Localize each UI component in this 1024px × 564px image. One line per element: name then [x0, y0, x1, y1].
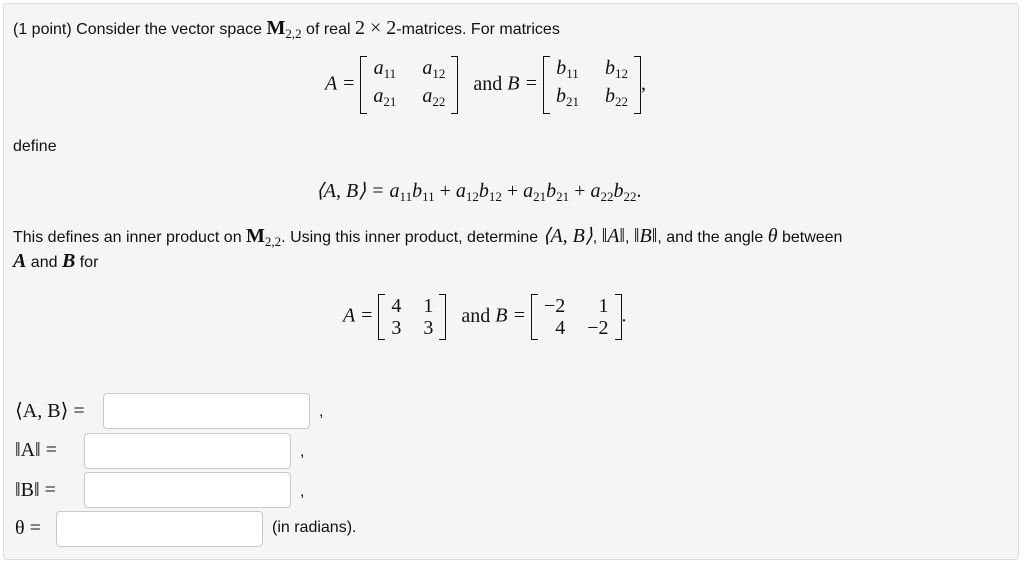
def-B-entry-2: [556, 86, 579, 112]
bracket-left: [531, 294, 538, 340]
def-A-entry-1: [422, 58, 445, 84]
answer-normA-label: ‖A‖ =: [15, 439, 57, 461]
question-line-2: [13, 251, 98, 273]
q-part4: between: [777, 229, 843, 246]
answer-normB-suffix: ,: [300, 483, 305, 500]
q-sep2: ,: [625, 229, 634, 246]
space-letter: M: [266, 17, 286, 39]
term-subscript: 21: [533, 189, 547, 204]
plus-sign: +: [439, 180, 456, 202]
bracket-right: [634, 56, 641, 114]
answer-normB-input[interactable]: [84, 472, 291, 508]
given-B-label: B =: [495, 304, 526, 327]
bracket-left: [360, 56, 367, 114]
answer-theta-input[interactable]: [56, 511, 263, 547]
term-subscript: 11: [399, 189, 413, 204]
ip-term-1: [456, 180, 502, 202]
entry-base: a: [422, 57, 433, 79]
entry-subscript: 21: [383, 94, 397, 109]
define-label: define: [13, 138, 57, 155]
given-B-value-0: −2: [543, 295, 566, 317]
q-space-sub: 2,2: [264, 234, 282, 249]
q-ip: ⟨A, B⟩: [542, 225, 593, 247]
trailing-period: .: [621, 304, 627, 327]
entry-base: a: [373, 85, 384, 107]
given-B-value-2: 4: [555, 317, 566, 339]
def-B-entry-3: [605, 86, 628, 112]
dim-expr: 2 × 2: [354, 17, 397, 39]
entry-base: b: [555, 85, 566, 107]
term-base: a: [389, 180, 400, 202]
plus-sign: +: [574, 180, 591, 202]
term-subscript: 12: [465, 189, 479, 204]
matrix-B-numeric: [531, 294, 622, 340]
intro-mid: of real: [301, 21, 355, 38]
bracket-left: [378, 294, 385, 340]
entry-base: b: [556, 57, 567, 79]
intro-suffix: -matrices. For matrices: [396, 21, 560, 38]
entry-base: b: [604, 85, 615, 107]
trailing-comma: ,: [640, 72, 646, 95]
q-normA: ‖A‖: [601, 225, 626, 247]
answer-ip-label: ⟨A, B⟩ =: [15, 400, 85, 422]
entry-subscript: 11: [566, 66, 579, 81]
q-theta: θ: [767, 225, 778, 247]
bracket-left: [543, 56, 550, 114]
def-B-entry-1: [605, 58, 628, 84]
and-text: and: [473, 72, 503, 95]
q-for: for: [75, 254, 99, 271]
q-part3: , and the angle: [657, 229, 768, 246]
def-B-label: B =: [507, 72, 538, 95]
def-B-entry-0: [556, 58, 579, 84]
answer-theta-label: θ =: [15, 517, 41, 539]
term-base: b: [478, 180, 489, 202]
q-sep1: ,: [592, 229, 602, 246]
given-A-value-3: 3: [423, 317, 434, 339]
answer-normA-input[interactable]: [84, 433, 291, 469]
q-and: and: [26, 254, 62, 271]
entry-subscript: 22: [614, 94, 628, 109]
term-subscript: 21: [556, 189, 570, 204]
def-A-entry-2: [373, 86, 396, 112]
term-base: b: [546, 180, 557, 202]
term-subscript: 22: [623, 189, 637, 204]
entry-base: a: [422, 85, 433, 107]
given-matrices: [343, 294, 627, 340]
ip-term-0: [390, 180, 435, 202]
term-base: b: [613, 180, 624, 202]
q-B: B: [61, 250, 76, 272]
def-A-label: A =: [325, 72, 356, 95]
q-normB: ‖B‖: [633, 225, 658, 247]
term-subscript: 12: [488, 189, 502, 204]
bracket-right: [451, 56, 458, 114]
question-line-1: [13, 226, 842, 252]
given-A-value-1: 1: [423, 295, 434, 317]
term-base: b: [412, 180, 423, 202]
ip-lhs: ⟨A, B⟩ =: [316, 180, 385, 202]
and-text-2: and: [461, 304, 491, 327]
answer-normB-label: ‖B‖ =: [15, 479, 56, 501]
q-A: A: [13, 250, 27, 272]
answer-ip-suffix: ,: [319, 403, 324, 420]
matrix-A-symbolic: [360, 56, 458, 114]
inner-product-definition: [316, 178, 641, 205]
def-A-entry-0: [373, 58, 396, 84]
given-A-label: A =: [343, 304, 374, 327]
bracket-right: [439, 294, 446, 340]
ip-term-3: [590, 180, 636, 202]
bracket-right: [615, 294, 622, 340]
matrix-A-entries: [367, 56, 451, 114]
entry-subscript: 11: [383, 66, 397, 81]
matrix-B-values: [538, 294, 615, 340]
ip-term-2: [523, 180, 569, 202]
def-A-entry-3: [422, 86, 445, 112]
term-subscript: 22: [600, 189, 614, 204]
entry-subscript: 22: [432, 94, 446, 109]
entry-subscript: 12: [432, 66, 446, 81]
matrix-B-symbolic: [543, 56, 641, 114]
given-B-value-1: 1: [598, 295, 609, 317]
given-A-value-2: 3: [391, 317, 402, 339]
space-symbol: [266, 17, 301, 39]
entry-subscript: 21: [565, 94, 579, 109]
term-base: a: [455, 180, 466, 202]
matrix-A-values: [385, 294, 439, 340]
answer-normA-suffix: ,: [300, 443, 305, 460]
q-space-symbol: [246, 225, 281, 247]
entry-base: a: [373, 57, 384, 79]
intro-prefix: (1 point) Consider the vector space: [13, 21, 267, 38]
ip-end: .: [636, 180, 642, 202]
q-space-letter: M: [246, 225, 265, 247]
intro-text: [13, 18, 560, 44]
q-part1: This defines an inner product on: [13, 229, 247, 246]
matrix-B-entries: [550, 56, 634, 114]
given-A-value-0: 4: [391, 295, 402, 317]
term-base: a: [523, 180, 534, 202]
entry-subscript: 12: [614, 66, 628, 81]
plus-sign: +: [506, 180, 524, 202]
term-base: a: [590, 180, 601, 202]
answer-ip-input[interactable]: [103, 393, 310, 429]
given-B-value-3: −2: [587, 317, 609, 339]
answer-theta-suffix: (in radians).: [272, 519, 357, 536]
definition-matrices: [325, 56, 646, 114]
q-part2: . Using this inner product, determine: [281, 229, 543, 246]
entry-base: b: [604, 57, 615, 79]
term-subscript: 11: [422, 189, 435, 204]
space-sub: 2,2: [285, 26, 302, 41]
matrix-A-numeric: [378, 294, 446, 340]
